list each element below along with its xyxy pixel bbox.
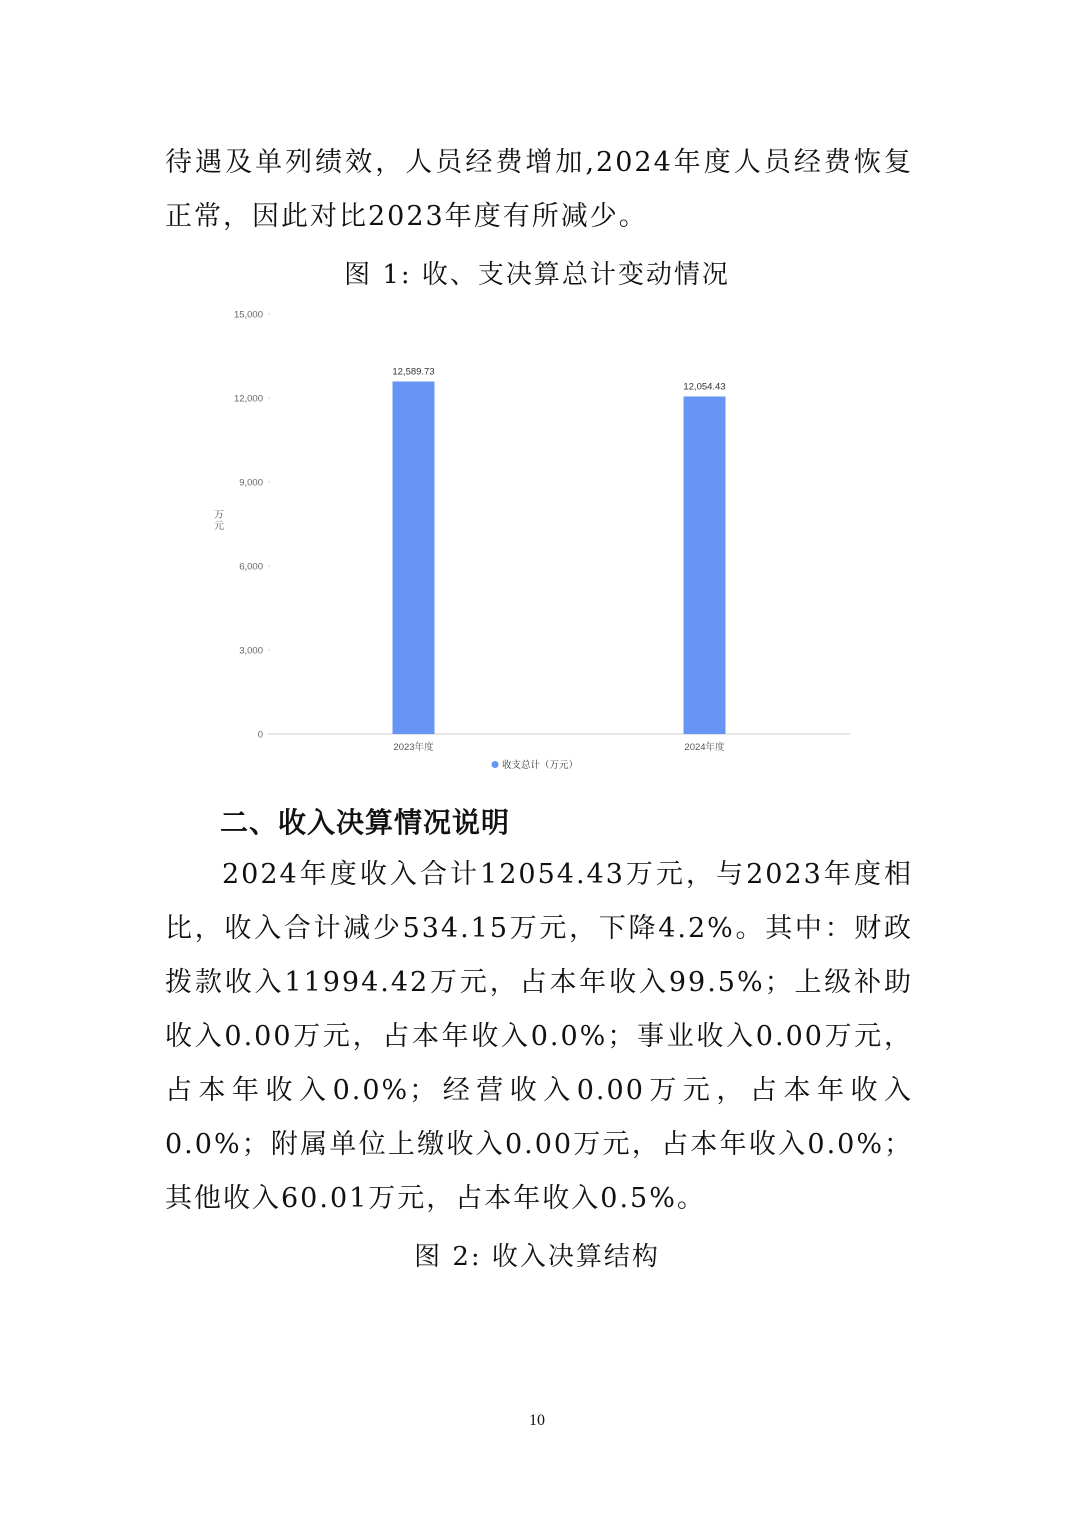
y-axis-ticks (234, 310, 270, 741)
page-number: 10 (529, 1412, 545, 1429)
y-tick-label: 15,000 (233, 309, 263, 321)
y-tick-label: 9,000 (239, 477, 263, 489)
figure-1-caption: 图 1: 收、支决算总计变动情况 (344, 260, 730, 290)
legend-swatch (492, 761, 499, 768)
y-tick-label: 6,000 (239, 561, 263, 573)
chart-legend (492, 759, 579, 771)
x-tick-label: 2023年度 (393, 742, 434, 753)
bar-value-label: 12,589.73 (392, 366, 435, 378)
bar-value-label: 12,054.43 (683, 381, 726, 393)
y-axis-label: 万元 (214, 510, 224, 532)
bars-group (392, 366, 725, 734)
bar-2 (684, 396, 726, 734)
legend-label: 收支总计（万元） (502, 760, 579, 771)
y-tick-label: 12,000 (233, 393, 263, 405)
bar-chart-income-expense-total (200, 300, 860, 780)
x-tick-label: 2024年度 (684, 742, 725, 753)
y-tick-label: 0 (257, 729, 263, 741)
x-axis-ticks (393, 741, 725, 753)
paragraph-staff-expense: 待遇及单列绩效，人员经费增加,2024年度人员经费恢复正常，因此对比2023年度有所减少。 (165, 147, 913, 232)
y-tick-label: 3,000 (239, 645, 263, 657)
bar-1 (393, 381, 435, 734)
section-heading-income: 二、收入决算情况说明 (220, 806, 511, 839)
paragraph-income-summary: 2024年度收入合计12054.43万元，与2023年度相比，收入合计减少534.15万元，下降4.2%。其中：财政拨款收入11994.42万元，占本年收入99.5%；上级补助收入0.00万元，占本年收入0.0%；事业收入0.00万元，占本年收入0.0%；经营收入0.00万元，占本年收入0.0%；附属单位上缴收入0.00万元，占本年收入0.0%；其他收入60.01万元，占本年收入0.5%。 (165, 859, 913, 1214)
figure-2-caption: 图 2: 收入决算结构 (414, 1242, 660, 1272)
